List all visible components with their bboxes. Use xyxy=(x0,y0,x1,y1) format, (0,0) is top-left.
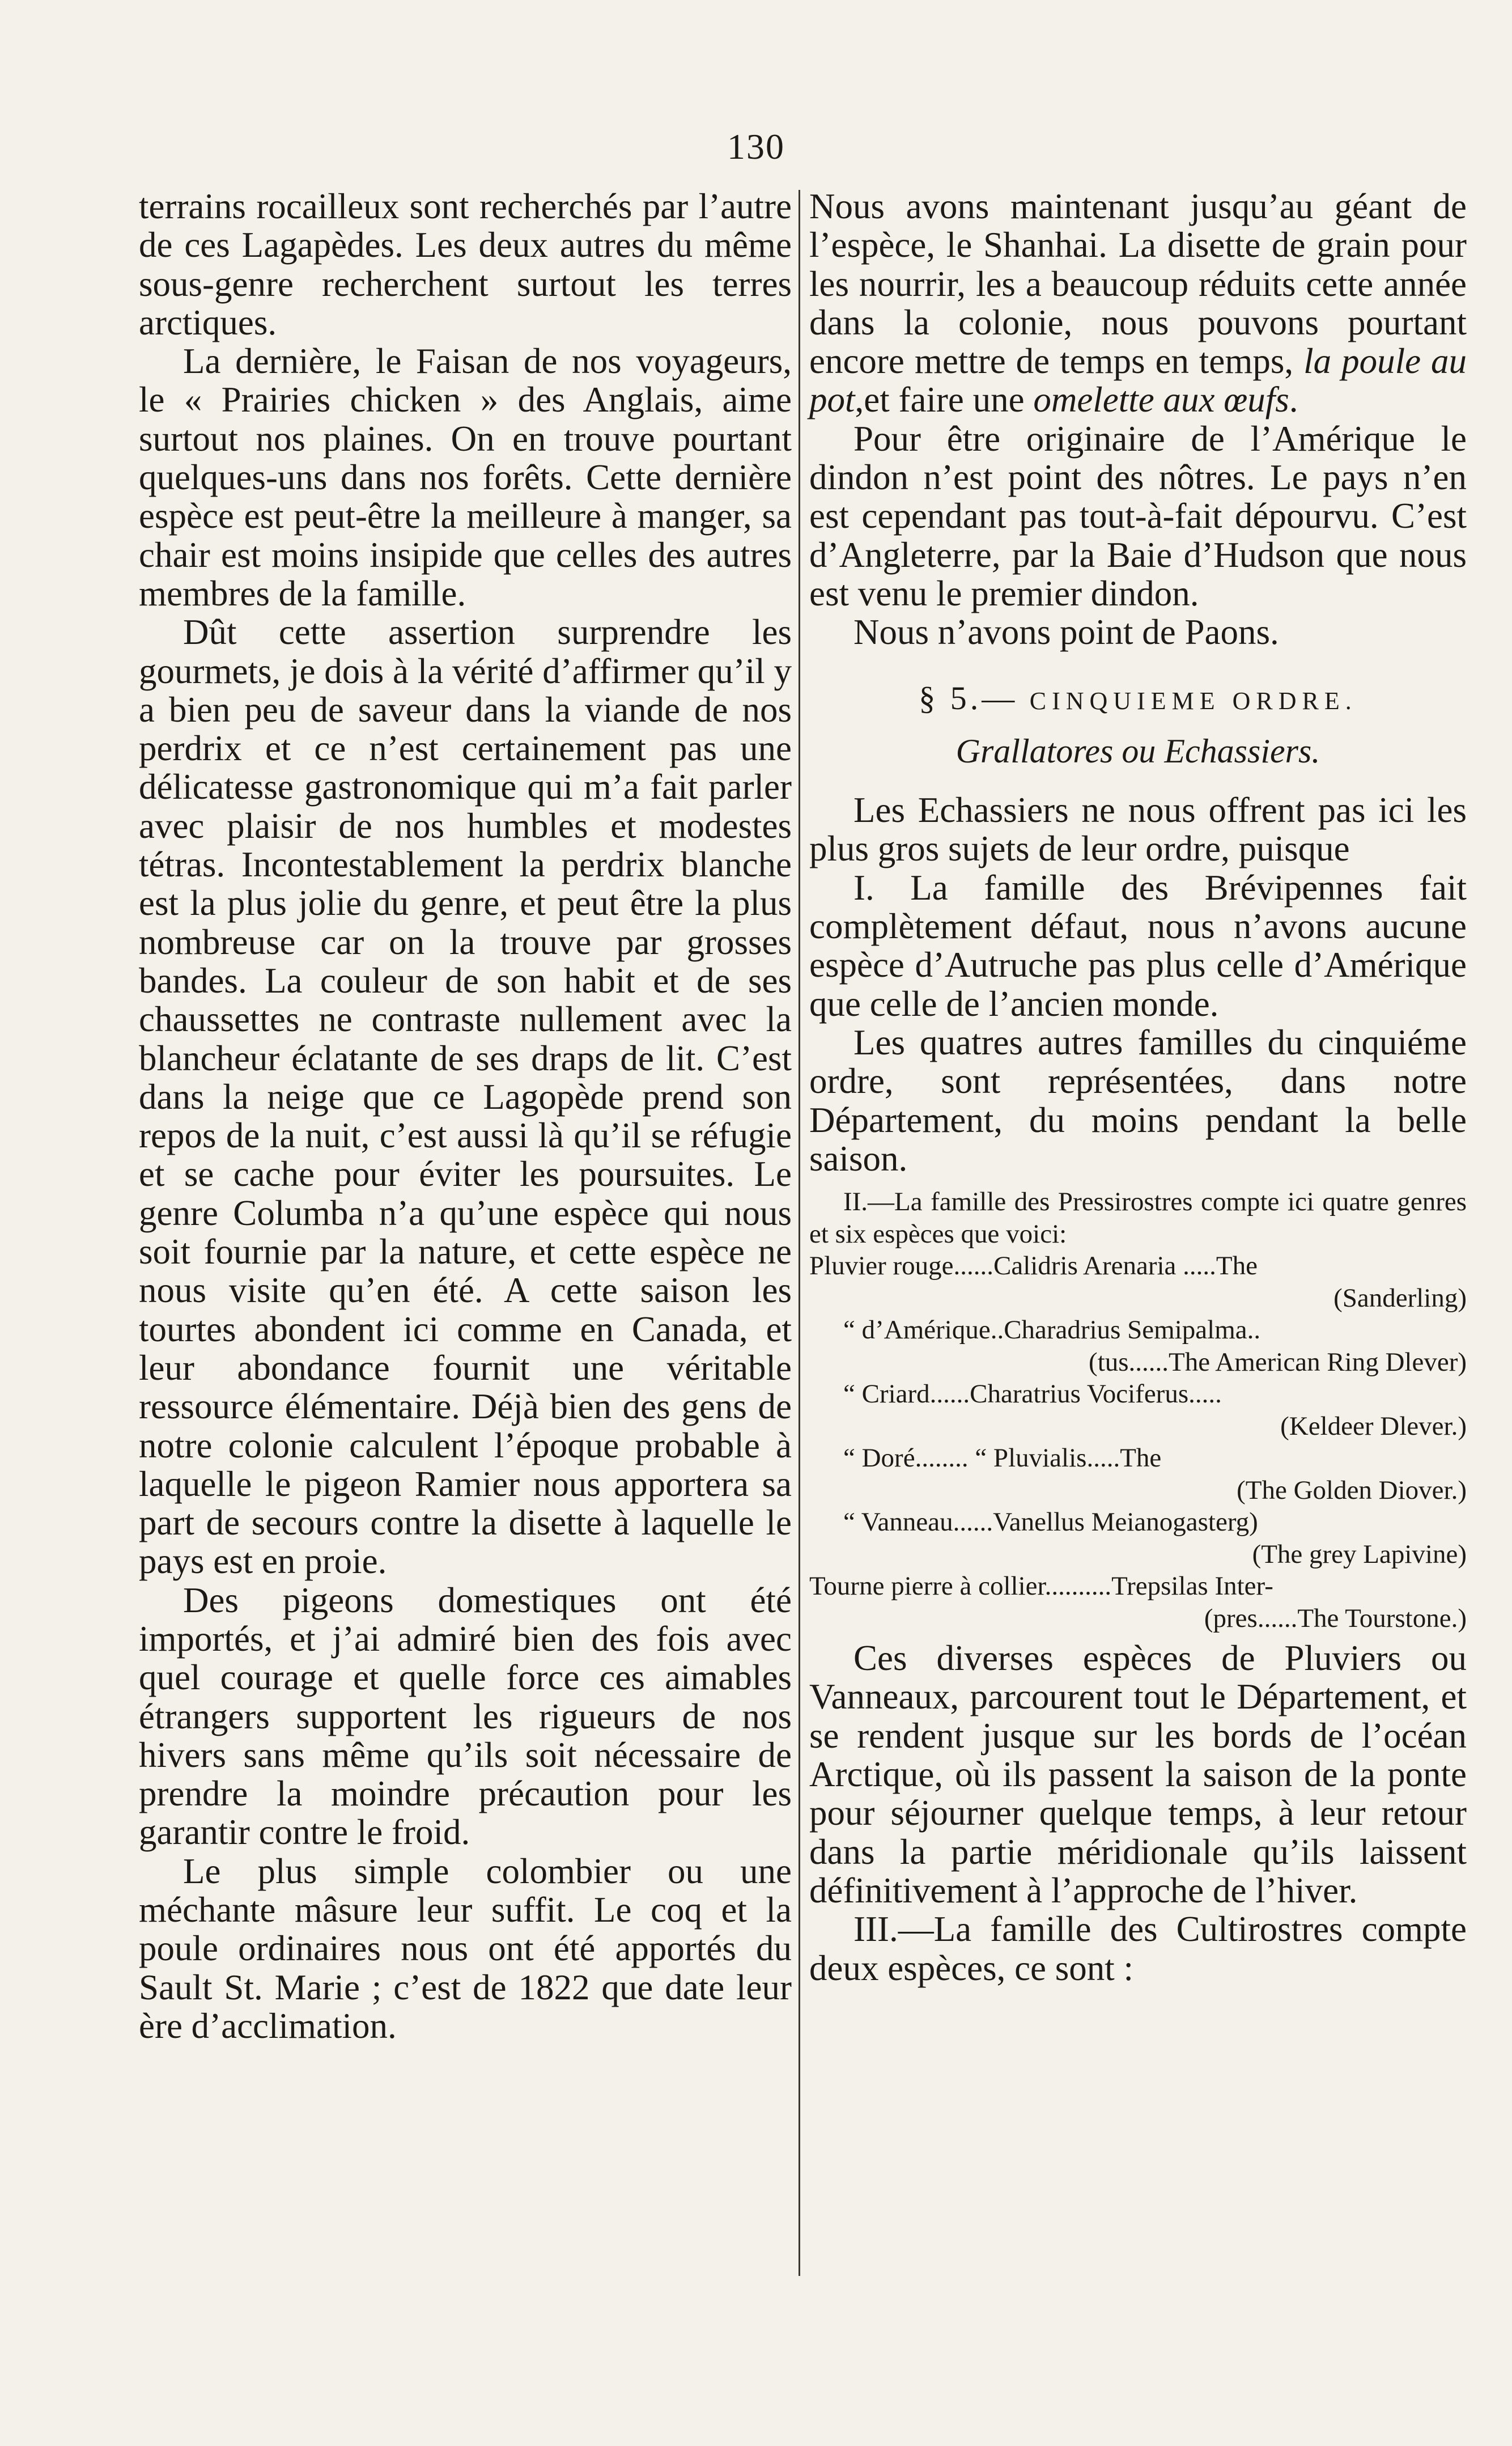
paragraph: Le plus simple colombier ou une méchante mâsure leur suffit. Le coq et la poule ordinaires nous ont été apportés du Sault St. Marie ; c’est de 1822 que date leur ère d’acclimation. xyxy=(139,1851,792,2046)
italic-phrase: la poule au pot xyxy=(809,341,1467,420)
paragraph: Pour être originaire de l’Amérique le dindon n’est point des nôtres. Le pays n’en est cependant pas tout-à-fait dépourvu. C’est d’Angleterre, par la Baie d’Hudson que nous est venu le premier dindon. xyxy=(809,418,1467,613)
paragraph: terrains rocailleux sont recherchés par l’autre de ces Lagapèdes. Les deux autres du même sous-genre recherchent surtout les terres arctiques. xyxy=(139,186,792,342)
paragraph: Nous n’avons point de Paons. xyxy=(853,612,1279,652)
text-run: . xyxy=(1289,380,1298,420)
text-run: ,et faire une xyxy=(855,380,1034,420)
species-row: Tourne pierre à collier..........Trepsilas Inter- xyxy=(809,1571,1273,1601)
species-row: (The Golden Diover.) xyxy=(1237,1475,1467,1505)
species-row: (The grey Lapivine) xyxy=(1252,1539,1467,1569)
paragraph xyxy=(809,187,1467,419)
species-intro: II.—La famille des Pressirostres compte ici quatre genres et six espèces que voici: xyxy=(809,1187,1467,1249)
species-row: (pres......The Tourstone.) xyxy=(1204,1603,1467,1633)
paragraph: Ces diverses espèces de Pluviers ou Vanneaux, parcourent tout le Département, et se rendent jusque sur les bords de l’océan Arctique, où ils passent la saison de la ponte pour séjourner quelque temps, à leur retour dans la partie méridionale qu’ils laissent définitivement à l’approche de l’hiver. xyxy=(809,1638,1467,1910)
paragraph: I. La famille des Brévipennes fait complètement défaut, nous n’avons aucune espèce d’Autruche pas plus celle d’Amérique que celle de l’ancien monde. xyxy=(809,867,1467,1024)
left-column xyxy=(139,187,792,2045)
species-row: (Sanderling) xyxy=(1333,1283,1467,1313)
paragraph: Les quatres autres familles du cinquiéme ordre, sont représentées, dans notre Département, du moins pendant la belle saison. xyxy=(809,1022,1467,1179)
section-title: CINQUIEME ORDRE. xyxy=(1029,686,1357,715)
species-row: “ Vanneau......Vanellus Meianogasterg) xyxy=(843,1507,1258,1537)
paragraph: III.—La famille des Cultirostres compte deux espèces, ce sont : xyxy=(809,1909,1467,1988)
paragraph: Des pigeons domestiques ont été importés, et j’ai admiré bien des fois avec quel courage et quelle force ces aimables étrangers supportent les rigueurs de nos hivers sans même qu’ils soit nécessaire de prendre la moindre précaution pour les garantir contre le froid. xyxy=(139,1580,792,1852)
paragraph: Dût cette assertion surprendre les gourmets, je dois à la vérité d’affirmer qu’il y a bien peu de saveur dans la viande de nos perdrix et ce n’est certainement pas une délicatesse gastronomique qui m’a fait parler avec plaisir de nos humbles et modestes tétras. Incontestablement la perdrix blanche est la plus jolie du genre, et peut être la plus nombreuse car on la trouve par grosses bandes. La couleur de son habit et de ses chaussettes ne contraste nullement avec la blancheur éclatante de ses draps de lit. C’est dans la neige que ce Lagopède prend son repos de la nuit, c’est aussi là qu’il se réfugie et se cache pour éviter les poursuites. Le genre Columba n’a qu’une espèce qui nous soit fournie par la nature, et cette espèce ne nous visite qu’en été. A cette saison les tourtes abondent ici comme en Canada, et leur abondance fournit une véritable ressource élémentaire. Déjà bien des gens de notre colonie calculent l’époque probable à laquelle le pigeon Ramier nous apportera sa part de secours contre la disette à laquelle le pays est en proie. xyxy=(139,612,792,1582)
section-number: § 5.— xyxy=(919,679,1018,717)
species-list xyxy=(809,1186,1467,1634)
page-number: 130 xyxy=(727,126,785,167)
section-heading xyxy=(809,679,1467,720)
species-row: (tus......The American Ring Dlever) xyxy=(1089,1347,1467,1377)
species-row: “ Doré........ “ Pluvialis.....The xyxy=(843,1443,1162,1473)
paragraph: La dernière, le Faisan de nos voyageurs, le « Prairies chicken » des Anglais, aime surtout nos plaines. On en trouve pourtant quelques-uns dans nos forêts. Cette dernière espèce est peut-être la meilleure à manger, sa chair est moins insipide que celles des autres membres de la famille. xyxy=(139,341,792,613)
species-row: (Keldeer Dlever.) xyxy=(1280,1411,1467,1441)
section-subtitle: Grallatores ou Echassiers. xyxy=(955,732,1320,770)
text-run: Nous avons maintenant jusqu’au géant de l’espèce, le Shanhai. La disette de grain pour les nourrir, les a beaucoup réduits cette année dans la colonie, nous pouvons pourtant encore mettre de temps en temps, xyxy=(809,186,1467,381)
species-row: Pluvier rouge......Calidris Arenaria .....The xyxy=(809,1251,1258,1281)
column-divider xyxy=(799,190,800,2276)
italic-phrase: omelette aux œufs xyxy=(1033,380,1289,420)
species-row: “ d’Amérique..Charadrius Semipalma.. xyxy=(843,1315,1261,1345)
right-column xyxy=(809,187,1467,1987)
paragraph: Les Echassiers ne nous offrent pas ici les plus gros sujets de leur ordre, puisque xyxy=(809,790,1467,869)
species-row: “ Criard......Charatrius Vociferus..... xyxy=(843,1379,1222,1409)
